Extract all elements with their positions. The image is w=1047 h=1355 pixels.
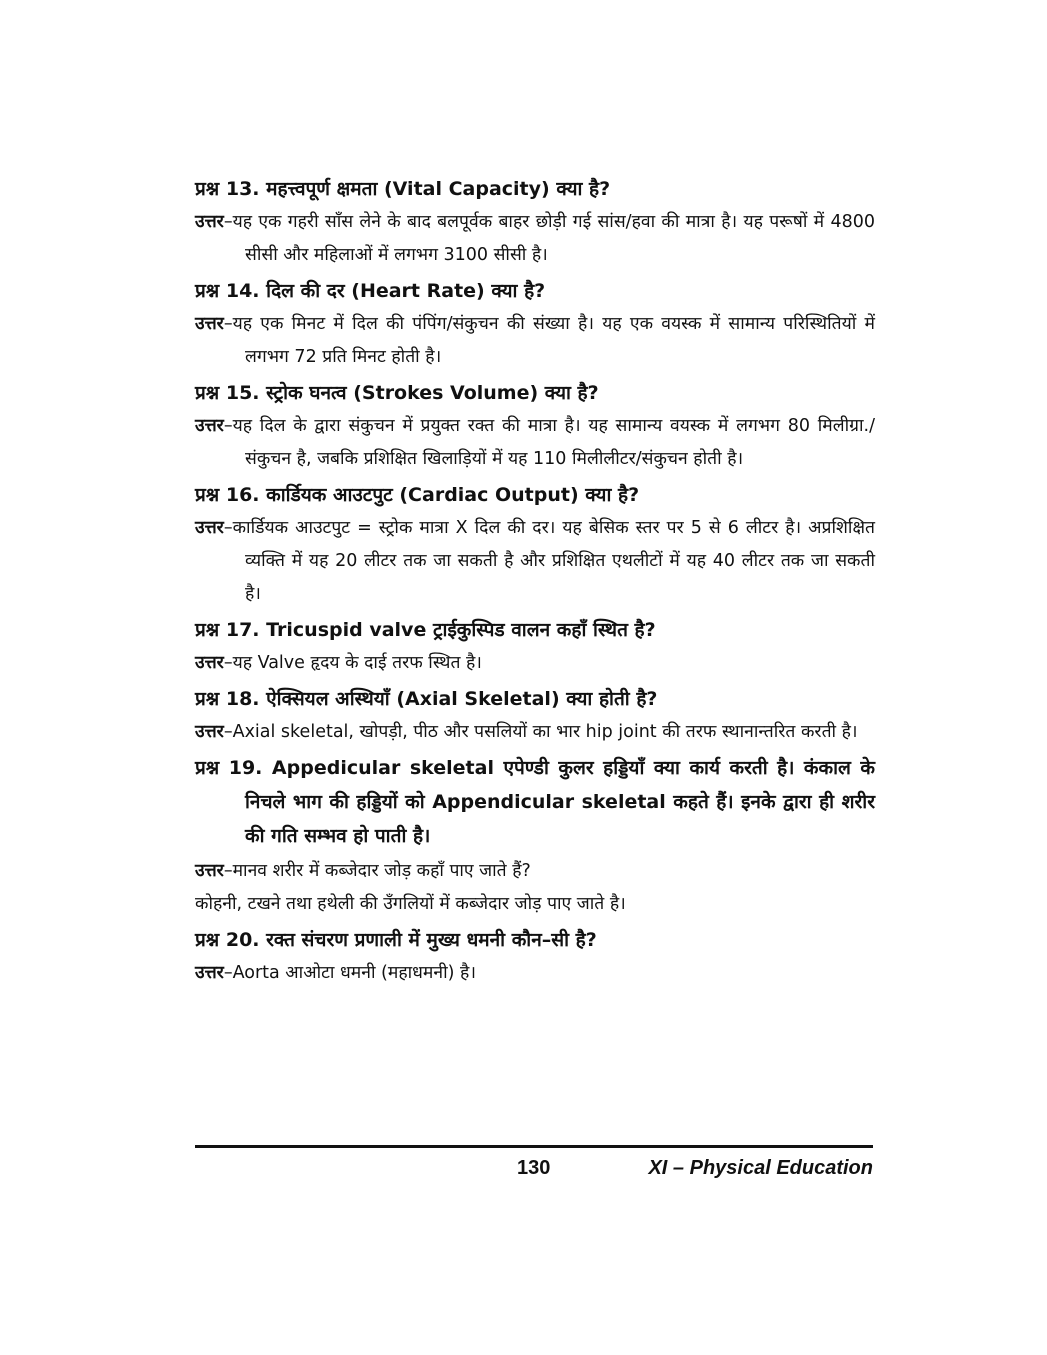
question-text: ऐक्सियल अस्थियाँ (Axial Skeletal) क्या होती है?: [266, 688, 658, 710]
page-content: [195, 172, 875, 990]
answer-14: [195, 308, 875, 374]
question-18: [195, 682, 875, 716]
answer-label: उत्तर: [195, 722, 224, 742]
answer-text: –यह Valve हृदय के दाई तरफ स्थित है।: [223, 653, 482, 673]
page-number: 130: [517, 1157, 551, 1179]
answer-15: [195, 410, 875, 476]
answer-18: [195, 716, 875, 749]
answer-16: [195, 512, 875, 611]
question-label: प्रश्न 15.: [195, 382, 260, 404]
answer-label: उत्तर: [195, 212, 224, 232]
question-14: [195, 274, 875, 308]
answer-text: –यह दिल के द्वारा संकुचन में प्रयुक्त रक्त की मात्रा है। यह सामान्य वयस्क में लगभग 80 मिलीग्रा./संकुचन है, जबकि प्रशिक्षित खिलाड़ियों में यह 110 मिलीलीटर/संकुचन होती है।: [223, 416, 875, 469]
question-20: [195, 923, 875, 957]
answer-label: उत्तर: [195, 518, 224, 538]
answer-text: –Axial skeletal, खोपड़ी, पीठ और पसलियों का भार hip joint की तरफ स्थानान्तरित करती है।: [223, 722, 858, 742]
answer-label: उत्तर: [195, 963, 224, 983]
question-text: दिल की दर (Heart Rate) क्या है?: [266, 280, 546, 302]
question-text: कार्डियक आउटपुट (Cardiac Output) क्या है?: [266, 484, 640, 506]
answer-text: –कार्डियक आउटपुट = स्ट्रोक मात्रा X दिल की दर। यह बेसिक स्तर पर 5 से 6 लीटर है। अप्रशिक्षित व्यक्ति में यह 20 लीटर तक जा सकती है और प्रशिक्षित एथलीटों में यह 40 लीटर तक जा सकती है।: [223, 518, 875, 604]
question-text: रक्त संचरण प्रणाली में मुख्य धमनी कौन–सी है?: [266, 929, 597, 951]
answer-13: [195, 206, 875, 272]
question-text: Tricuspid valve ट्राईकुस्पिड वालन कहाँ स्थित है?: [266, 619, 656, 641]
question-text: स्ट्रोक घनत्व (Strokes Volume) क्या है?: [266, 382, 599, 404]
answer-label: उत्तर: [195, 314, 224, 334]
question-label: प्रश्न 17.: [195, 619, 260, 641]
footer-divider: [195, 1145, 873, 1148]
question-label: प्रश्न 19.: [195, 757, 263, 779]
answer-text: –Aorta आओटा धमनी (महाधमनी) है।: [223, 963, 476, 983]
question-text: महत्त्वपूर्ण क्षमता (Vital Capacity) क्या है?: [266, 178, 611, 200]
answer-label: उत्तर: [195, 653, 224, 673]
question-13: [195, 172, 875, 206]
question-label: प्रश्न 13.: [195, 178, 260, 200]
answer-label: उत्तर: [195, 861, 224, 881]
answer-19-detail: कोहनी, टखने तथा हथेली की उँगलियों में कब्जेदार जोड़ पाए जाते है।: [195, 894, 626, 914]
answer-19: [195, 855, 875, 888]
footer-title: XI – Physical Education: [648, 1157, 873, 1179]
question-16: [195, 478, 875, 512]
answer-17: [195, 647, 875, 680]
question-17: [195, 613, 875, 647]
answer-20: [195, 957, 875, 990]
question-label: प्रश्न 18.: [195, 688, 260, 710]
question-label: प्रश्न 14.: [195, 280, 260, 302]
question-19: [195, 751, 875, 853]
answer-text: –मानव शरीर में कब्जेदार जोड़ कहाँ पाए जाते हैं?: [223, 861, 531, 881]
question-label: प्रश्न 20.: [195, 929, 260, 951]
answer-text: –यह एक मिनट में दिल की पंपिंग/संकुचन की संख्या है। यह एक वयस्क में सामान्य परिस्थितियों में लगभग 72 प्रति मिनट होती है।: [223, 314, 875, 367]
answer-label: उत्तर: [195, 416, 224, 436]
answer-text: –यह एक गहरी साँस लेने के बाद बलपूर्वक बाहर छोड़ी गई सांस/हवा की मात्रा है। यह परूषों में 4800 सीसी और महिलाओं में लगभग 3100 सीसी है।: [223, 212, 875, 265]
question-label: प्रश्न 16.: [195, 484, 260, 506]
question-text: Appedicular skeletal एपेण्डी कुलर हड्डियाँ क्या कार्य करती है। कंकाल के निचले भाग की हड्डियों को Appendicular skeletal कहते हैं। इनके द्वारा ही शरीर की गति सम्भव हो पाती है।: [245, 757, 875, 847]
question-15: [195, 376, 875, 410]
